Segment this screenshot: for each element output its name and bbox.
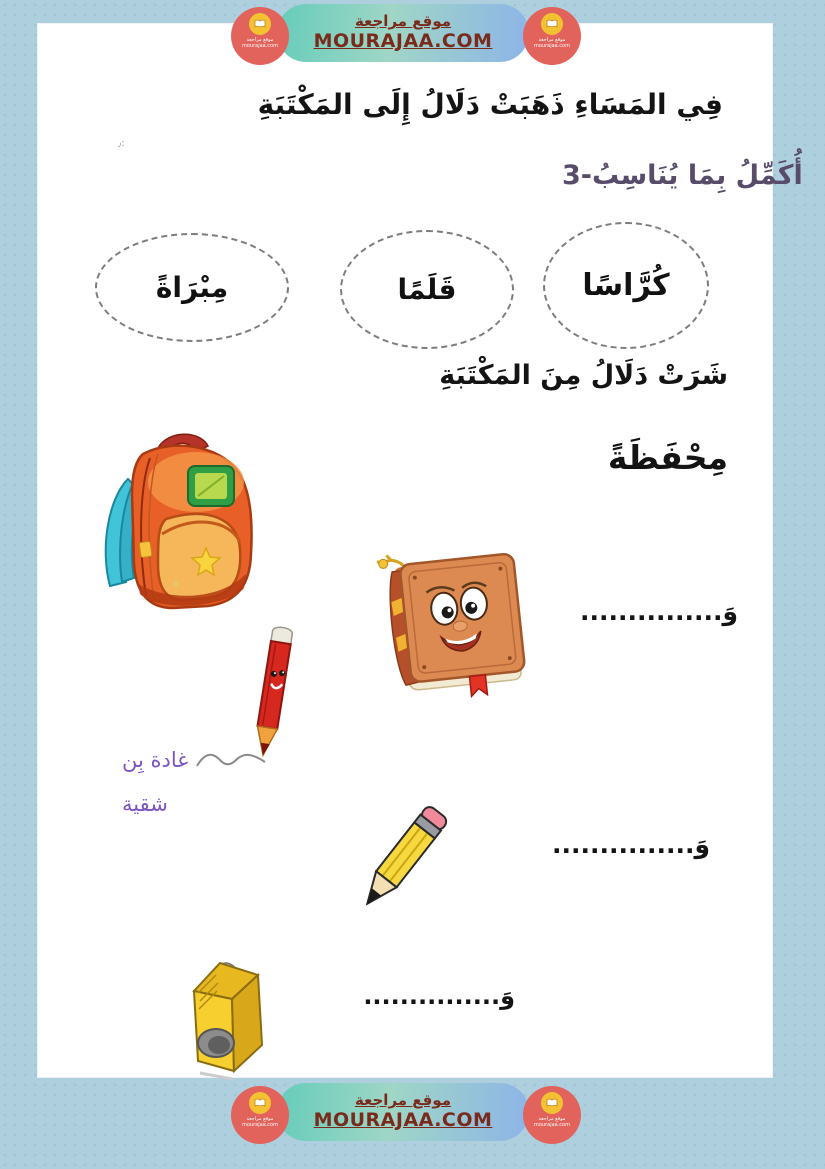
sentence-bought-from-library: شَرَتْ دَلَالُ مِنَ المَكْتَبَةِ <box>439 360 728 391</box>
banner-arabic-title: موقع مراجعة <box>354 1091 452 1110</box>
open-book-icon <box>541 1092 563 1114</box>
fill-blank-line-3: وَ............... <box>363 982 515 1010</box>
exercise-heading: 3-أُكَمِّلُ بِمَا يُنَاسِبُ <box>562 160 803 191</box>
mourajaa-badge-bottom-left <box>231 1086 289 1144</box>
yellow-pencil-illustration <box>345 798 460 930</box>
top-banner <box>277 4 529 62</box>
oval-word: مِبْرَاةً <box>155 271 229 304</box>
mourajaa-badge-top-left <box>231 7 289 65</box>
mourajaa-badge-top-right <box>523 7 581 65</box>
badge-arabic-label: موقع مراجعة <box>246 37 274 43</box>
backpack-illustration <box>88 424 273 619</box>
badge-domain-label: mourajaa.com <box>241 1121 278 1128</box>
banner-domain-text: MOURAJAA.COM <box>313 1108 493 1131</box>
answer-oval-pen-word <box>340 230 514 349</box>
author-signature <box>122 738 222 826</box>
fill-blank-line-2: وَ............... <box>552 830 710 859</box>
badge-arabic-label: موقع مراجعة <box>538 1116 566 1122</box>
signature-line-2: شقية <box>122 792 168 817</box>
open-book-icon <box>249 1092 271 1114</box>
badge-domain-label: mourajaa.com <box>241 42 278 49</box>
book-ribbon <box>469 675 487 697</box>
open-book-icon <box>541 13 563 35</box>
answer-oval-sharpener-word <box>95 233 289 342</box>
badge-domain-label: mourajaa.com <box>533 1121 570 1128</box>
book-character-illustration <box>368 546 536 704</box>
signature-line-1: غادة بِن <box>122 748 189 772</box>
sharpener-character-illustration <box>172 933 277 1083</box>
answer-oval-notebook-word <box>543 222 709 349</box>
oval-word: كُرَّاسًا <box>582 268 670 303</box>
open-book-icon <box>249 13 271 35</box>
oval-word: قَلَمًا <box>397 273 457 306</box>
mourajaa-badge-bottom-right <box>523 1086 581 1144</box>
bottom-banner <box>277 1083 529 1141</box>
badge-domain-label: mourajaa.com <box>533 42 570 49</box>
sentence-evening-library: فِي المَسَاءِ ذَهَبَتْ دَلَالُ إِلَى المَكْتَبَةِ <box>257 88 723 121</box>
fill-blank-line-1: وَ............... <box>580 597 738 626</box>
banner-arabic-title: موقع مراجعة <box>354 12 452 31</box>
stray-mark: ٫: <box>118 138 125 149</box>
banner-domain-text: MOURAJAA.COM <box>313 29 493 52</box>
badge-arabic-label: موقع مراجعة <box>246 1116 274 1122</box>
badge-arabic-label: موقع مراجعة <box>538 37 566 43</box>
word-schoolbag: مِحْفَظَةً <box>607 438 728 477</box>
